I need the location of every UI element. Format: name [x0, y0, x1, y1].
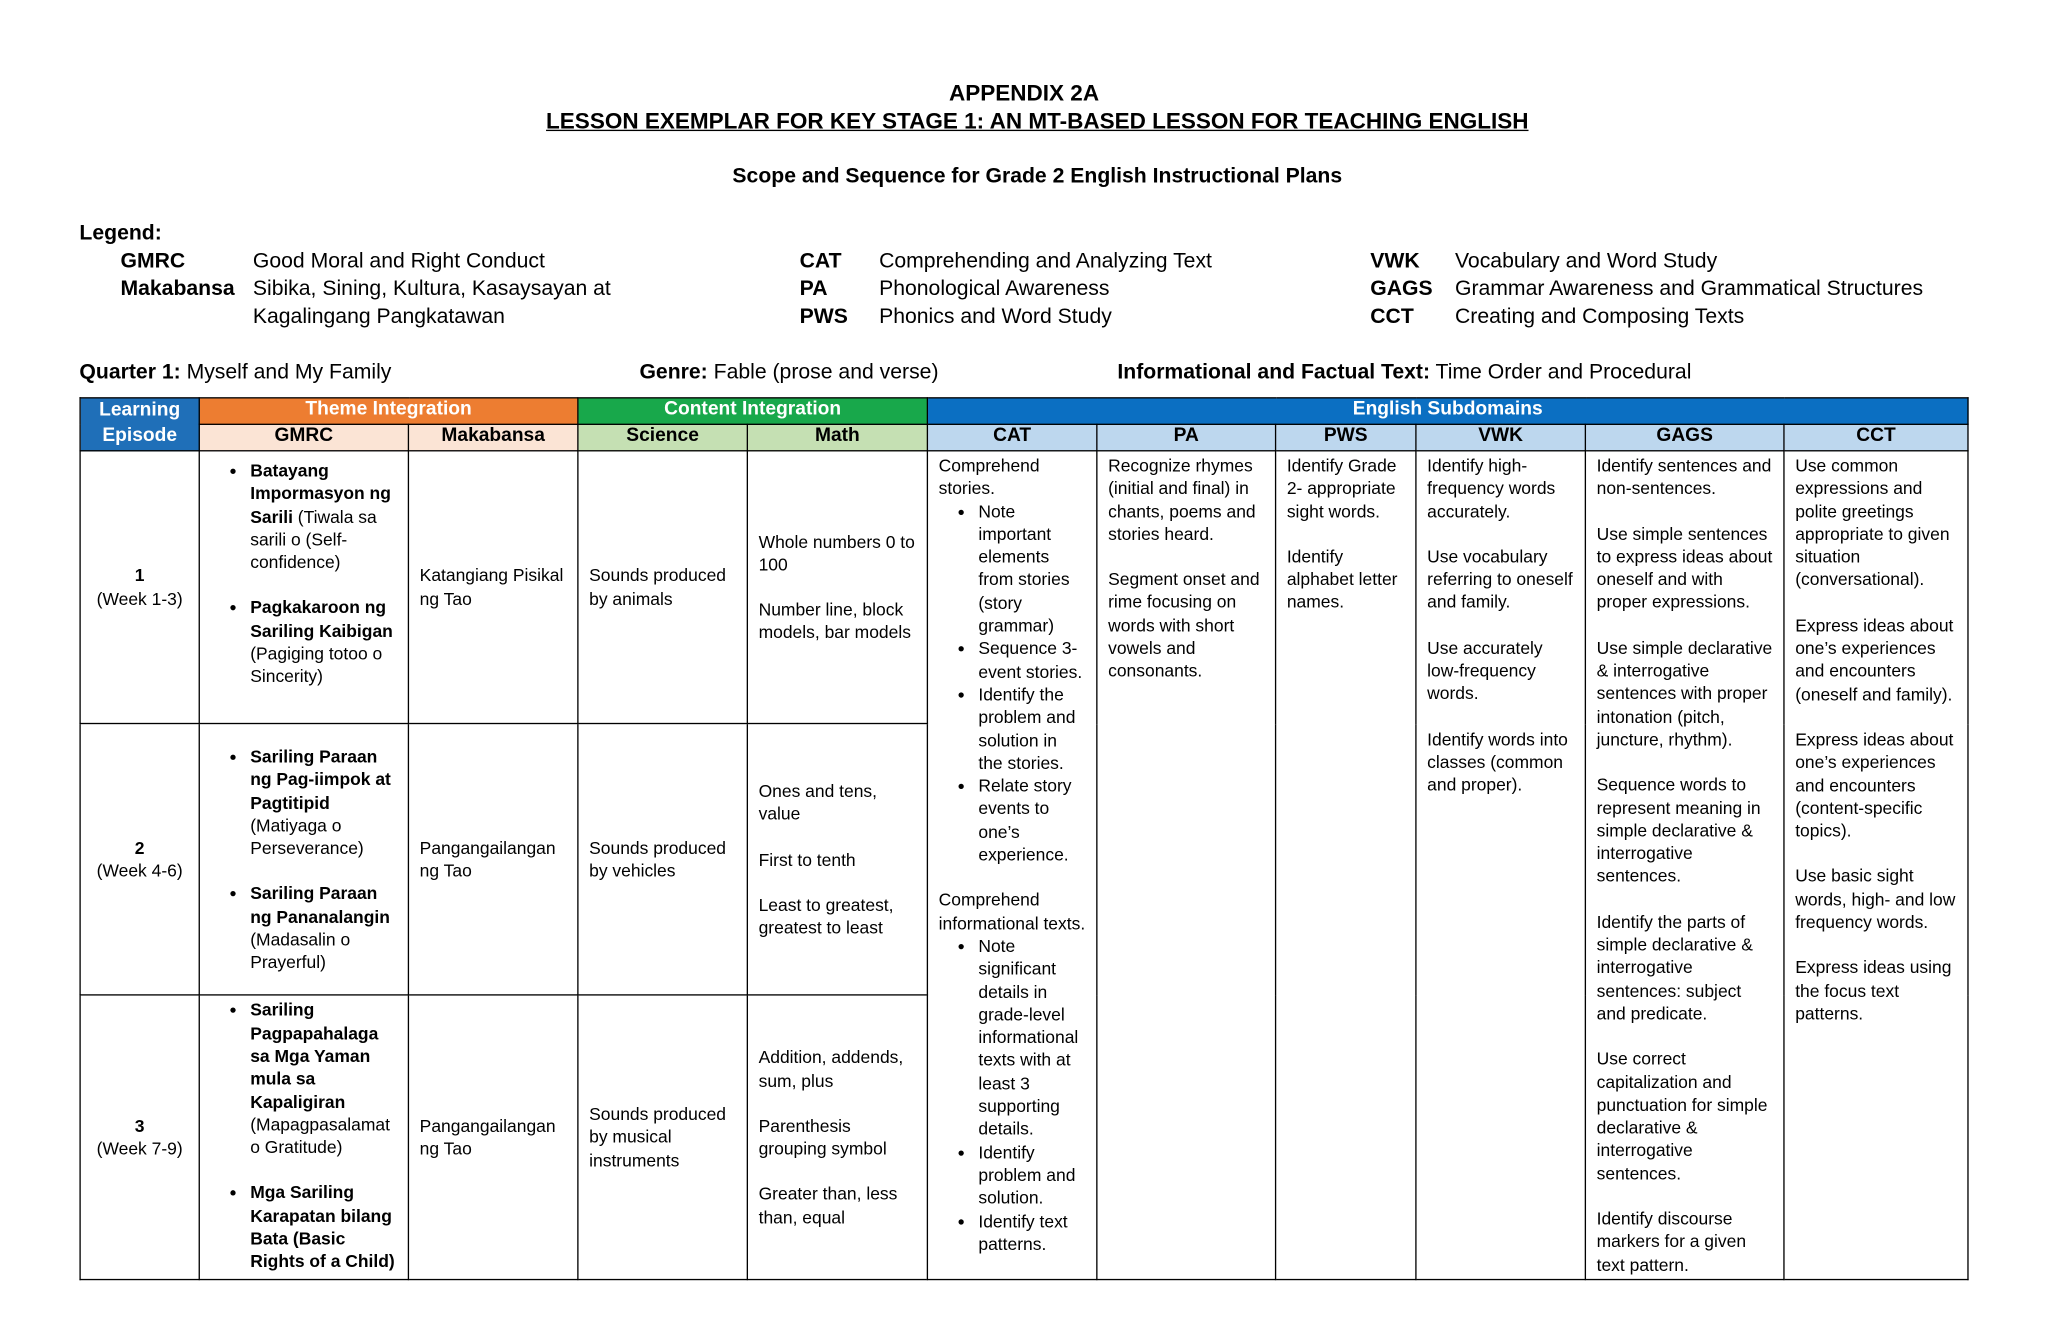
math-cell	[747, 995, 927, 1279]
list-item: Identify discourse markers for a given text pattern.	[1596, 1208, 1747, 1275]
informational-text-info	[1117, 361, 1691, 385]
cat-cell	[927, 451, 1096, 1280]
header-cct: CCT	[1784, 424, 1968, 450]
header-gags: GAGS	[1585, 424, 1784, 450]
legend-abbr-vwk: VWK	[1370, 250, 1420, 273]
legend-abbr-pws: PWS	[799, 305, 848, 329]
informational-text-value: Time Order and Procedural	[1435, 361, 1692, 384]
legend-text-pws: Phonics and Word Study	[879, 305, 1112, 329]
list-item: Express ideas about one’s experiences and encounters (content-specific topics).	[1795, 729, 1954, 841]
list-item: Whole numbers 0 to 100	[758, 531, 915, 575]
legend-abbr-makabansa: Makabansa	[120, 278, 235, 301]
math-cell	[747, 724, 927, 996]
list-item: Identify alphabet letter names.	[1286, 546, 1398, 613]
list-item: Ones and tens, value	[758, 781, 878, 824]
appendix-label: APPENDIX 2A	[948, 80, 1100, 106]
list-item: Use common expressions and polite greetings appropriate to given situation (conversational).	[1795, 455, 1950, 590]
pa-cell	[1097, 451, 1276, 1280]
legend-text-gmrc: Good Moral and Right Conduct	[252, 250, 545, 273]
legend-abbr-pa: PA	[799, 278, 828, 301]
list-item: Express ideas about one’s experiences and encounters (oneself and family).	[1795, 615, 1954, 704]
list-item: Least to greatest, greatest to least	[758, 894, 894, 938]
document-subtitle: Scope and Sequence for Grade 2 English Instructional Plans	[732, 165, 1343, 188]
header-science: Science	[578, 424, 747, 450]
list-item: Identify words into classes (common and proper).	[1427, 729, 1568, 795]
list-item: Parenthesis grouping symbol	[758, 1115, 887, 1159]
list-item: • Note significant details in grade-level informational texts with at least 3 supporting details.	[978, 935, 1085, 1141]
science-cell: Sounds produced by musical instruments	[578, 995, 747, 1279]
quarter-label: Quarter 1:	[79, 361, 181, 384]
math-cell	[747, 451, 927, 724]
header-math: Math	[747, 424, 927, 450]
list-item: Recognize rhymes (initial and final) in chants, poems and stories heard.	[1108, 455, 1256, 544]
science-cell: Sounds produced by vehicles	[578, 724, 747, 996]
list-item: • Relate story events to one’s experience.	[978, 775, 1085, 867]
cat-paragraph: Comprehend stories.	[938, 455, 1040, 499]
list-item: Identify the parts of simple declarative & interrogative sentences: subject and predicate.	[1596, 911, 1753, 1024]
cct-cell	[1784, 451, 1968, 1280]
science-cell: Sounds produced by animals	[578, 451, 747, 724]
legend-abbr-cat: CAT	[799, 250, 842, 273]
list-item: • Identify the problem and solution in the stories.	[978, 683, 1085, 775]
episode-weeks: (Week 1-3)	[96, 588, 183, 609]
list-item: Identify high-frequency words accurately.	[1427, 455, 1556, 522]
list-item: • Sequence 3-event stories.	[978, 637, 1085, 683]
makabansa-cell: Pangangailangan ng Tao	[408, 724, 577, 996]
pws-cell	[1276, 451, 1416, 1280]
list-item: Identify sentences and non-sentences.	[1596, 455, 1772, 499]
list-item: Identify Grade 2- appropriate sight words.	[1286, 455, 1397, 522]
list-item: Use basic sight words, high- and low frequency words.	[1795, 866, 1956, 933]
table-row	[80, 451, 1968, 724]
list-item: Express ideas using the focus text patterns.	[1795, 957, 1952, 1024]
header-makabansa: Makabansa	[408, 424, 577, 450]
list-item: Use simple declarative & interrogative sentences with proper intonation (pitch, juncture, rhythm).	[1596, 637, 1773, 750]
list-item: Use accurately low-frequency words.	[1427, 637, 1543, 704]
scope-sequence-table	[79, 397, 1968, 1280]
list-item: Segment onset and rime focusing on words with short vowels and consonants.	[1108, 569, 1260, 681]
legend-abbr-cct: CCT	[1370, 305, 1414, 329]
makabansa-cell: Katangiang Pisikal ng Tao	[408, 451, 577, 724]
quarter-value: Myself and My Family	[186, 361, 392, 384]
legend-text-pa: Phonological Awareness	[879, 278, 1110, 301]
document-title: LESSON EXEMPLAR FOR KEY STAGE 1: AN MT-BASED LESSON FOR TEACHING ENGLISH	[546, 108, 1529, 134]
header-learning-episode: Learning Episode	[80, 398, 199, 451]
list-item: First to tenth	[758, 849, 856, 870]
legend-text-vwk: Vocabulary and Word Study	[1454, 250, 1718, 273]
episode-weeks: (Week 7-9)	[96, 1138, 183, 1159]
quarter-info	[79, 361, 391, 385]
vwk-cell	[1416, 451, 1585, 1280]
list-item: • Identify problem and solution.	[978, 1141, 1085, 1210]
legend-abbr-gmrc: GMRC	[120, 250, 186, 273]
list-item: Number line, block models, bar models	[758, 599, 911, 643]
header-pws: PWS	[1276, 424, 1416, 450]
episode-cell	[80, 995, 199, 1279]
list-item: Use vocabulary referring to oneself and family.	[1427, 546, 1573, 613]
list-item: • Pagkakaroon ng Sariling Kaibigan (Pagiging totoo o Sincerity)	[250, 596, 397, 688]
legend-text-cat: Comprehending and Analyzing Text	[879, 250, 1212, 273]
header-pa: PA	[1097, 424, 1276, 450]
list-item: • Batayang Impormasyon ng Sarili (Tiwala sa sarili o (Self-confidence)	[250, 459, 397, 573]
episode-weeks: (Week 4-6)	[96, 860, 183, 881]
gmrc-cell	[199, 995, 408, 1279]
header-gmrc: GMRC	[199, 424, 408, 450]
genre-label: Genre:	[639, 361, 708, 384]
header-cat: CAT	[927, 424, 1096, 450]
list-item: • Note important elements from stories (story grammar)	[978, 500, 1085, 637]
header-theme-integration: Theme Integration	[199, 398, 578, 424]
legend-text-makabansa: Sibika, Sining, Kultura, Kasaysayan at	[252, 278, 611, 301]
list-item: • Identify text patterns.	[978, 1209, 1085, 1255]
legend-text-gags: Grammar Awareness and Grammatical Structures	[1454, 278, 1924, 301]
legend-abbr-gags: GAGS	[1370, 278, 1433, 301]
legend-label: Legend:	[79, 222, 162, 245]
legend-text-makabansa-2: Kagalingang Pangkatawan	[252, 305, 505, 329]
episode-cell	[80, 724, 199, 996]
list-item: • Sariling Paraan ng Pag-iimpok at Pagtitipid (Matiyaga o Perseverance)	[250, 745, 397, 859]
cat-paragraph: Comprehend informational texts.	[938, 890, 1086, 933]
legend-text-cct: Creating and Composing Texts	[1454, 305, 1745, 329]
list-item: • Sariling Paraan ng Pananalangin (Madasalin o Prayerful)	[250, 882, 397, 974]
episode-number: 3	[134, 1115, 145, 1136]
list-item: Use simple sentences to express ideas about oneself and with proper expressions.	[1596, 523, 1773, 613]
genre-value: Fable (prose and verse)	[713, 361, 939, 384]
makabansa-cell: Pangangailangan ng Tao	[408, 995, 577, 1279]
header-vwk: VWK	[1416, 424, 1585, 450]
list-item: Sequence words to represent meaning in simple declarative & interrogative sentences.	[1596, 774, 1761, 887]
episode-number: 2	[134, 837, 145, 858]
genre-info	[639, 361, 938, 385]
episode-cell	[80, 451, 199, 724]
informational-text-label: Informational and Factual Text:	[1117, 361, 1431, 384]
list-item: • Mga Sariling Karapatan bilang Bata (Basic Rights of a Child)	[250, 1181, 397, 1273]
episode-number: 1	[134, 565, 145, 586]
list-item: Greater than, less than, equal	[758, 1184, 898, 1227]
header-content-integration: Content Integration	[578, 398, 928, 424]
gags-cell	[1585, 451, 1784, 1280]
gmrc-cell	[199, 724, 408, 996]
list-item: • Sariling Pagpapahalaga sa Mga Yaman mula sa Kapaligiran (Mapagpasalamat o Gratitude)	[250, 999, 397, 1159]
header-english-subdomains: English Subdomains	[927, 398, 1968, 424]
list-item: Addition, addends, sum, plus	[758, 1047, 904, 1091]
gmrc-cell	[199, 451, 408, 724]
list-item: Use correct capitalization and punctuation for simple declarative & interrogative sentences.	[1596, 1048, 1768, 1184]
